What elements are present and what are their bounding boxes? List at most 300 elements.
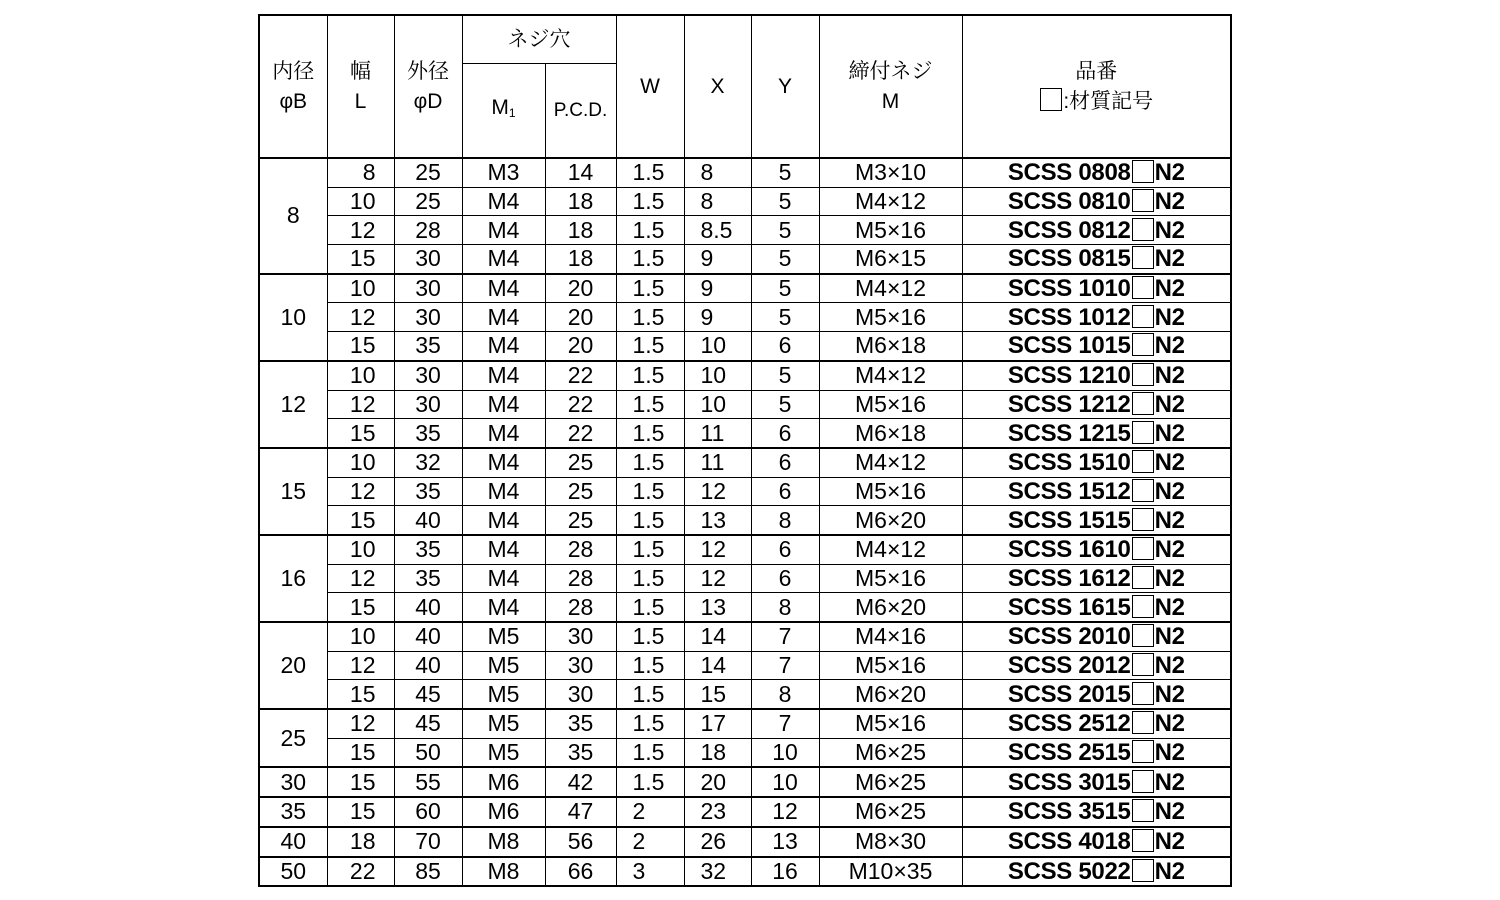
header-fastening-screw-label: 締付ネジ (848, 59, 933, 83)
part-number-base: SCSS 2010 (1007, 623, 1131, 651)
cell-width: 10 (327, 535, 394, 564)
cell-inner-diameter: 15 (259, 448, 327, 535)
material-code-box (1132, 305, 1154, 328)
cell-screw-hole-size: M5 (462, 651, 545, 680)
cell-width: 15 (327, 245, 394, 274)
cell-part-number (962, 187, 1231, 216)
cell-y: 10 (751, 738, 819, 767)
cell-part-number (962, 361, 1231, 390)
cell-screw-hole-size: M6 (462, 767, 545, 797)
material-code-box (1132, 740, 1154, 763)
cell-width: 10 (327, 187, 394, 216)
cell-fastening-screw: M5×16 (819, 709, 962, 738)
cell-fastening-screw: M5×16 (819, 303, 962, 332)
cell-x: 9 (684, 274, 751, 303)
cell-w: 1.5 (616, 448, 684, 477)
part-number-base: SCSS 1015 (1007, 332, 1131, 360)
cell-screw-hole-size: M5 (462, 738, 545, 767)
part-number-base: SCSS 2512 (1007, 710, 1131, 738)
cell-screw-hole-size: M8 (462, 827, 545, 857)
cell-width: 12 (327, 216, 394, 245)
cell-outer-diameter: 28 (394, 216, 462, 245)
cell-fastening-screw: M5×16 (819, 651, 962, 680)
cell-y: 13 (751, 827, 819, 857)
cell-width: 18 (327, 827, 394, 857)
cell-outer-diameter: 40 (394, 506, 462, 535)
table-row (259, 448, 1231, 477)
cell-y: 8 (751, 680, 819, 709)
cell-pcd: 66 (545, 857, 616, 887)
cell-width: 12 (327, 303, 394, 332)
cell-x: 20 (684, 767, 751, 797)
cell-outer-diameter: 35 (394, 332, 462, 361)
cell-y: 7 (751, 622, 819, 651)
cell-y: 12 (751, 797, 819, 827)
part-number-base: SCSS 1212 (1007, 390, 1131, 418)
cell-width: 12 (327, 477, 394, 506)
cell-width: 15 (327, 593, 394, 622)
cell-fastening-screw: M6×25 (819, 738, 962, 767)
part-number-base: SCSS 1215 (1007, 419, 1131, 447)
cell-w: 1.5 (616, 158, 684, 187)
material-code-box (1132, 829, 1154, 852)
cell-y: 5 (751, 158, 819, 187)
cell-fastening-screw: M5×16 (819, 564, 962, 593)
cell-fastening-screw: M6×18 (819, 419, 962, 448)
cell-screw-hole-size: M4 (462, 506, 545, 535)
spec-table (258, 14, 1232, 887)
cell-part-number (962, 419, 1231, 448)
part-number-base: SCSS 1510 (1007, 449, 1131, 477)
header-width-label: 幅 (350, 59, 371, 83)
cell-fastening-screw: M5×16 (819, 390, 962, 419)
part-number-base: SCSS 0808 (1007, 159, 1131, 187)
cell-screw-hole-size: M4 (462, 477, 545, 506)
table-row (259, 245, 1231, 274)
cell-fastening-screw: M6×15 (819, 245, 962, 274)
cell-outer-diameter: 45 (394, 680, 462, 709)
cell-outer-diameter: 35 (394, 535, 462, 564)
cell-x: 8 (684, 158, 751, 187)
cell-pcd: 14 (545, 158, 616, 187)
cell-inner-diameter: 30 (259, 767, 327, 797)
part-number-suffix: N2 (1154, 275, 1185, 303)
part-number-base: SCSS 1012 (1007, 303, 1131, 331)
cell-fastening-screw: M6×18 (819, 332, 962, 361)
table-row (259, 274, 1231, 303)
part-number-base: SCSS 1210 (1007, 362, 1131, 390)
cell-outer-diameter: 60 (394, 797, 462, 827)
cell-fastening-screw: M4×16 (819, 622, 962, 651)
part-number-suffix: N2 (1154, 216, 1185, 244)
cell-x: 12 (684, 535, 751, 564)
cell-fastening-screw: M3×10 (819, 158, 962, 187)
table-row (259, 827, 1231, 857)
cell-screw-hole-size: M5 (462, 709, 545, 738)
cell-inner-diameter: 40 (259, 827, 327, 857)
part-number-suffix: N2 (1154, 710, 1185, 738)
cell-w: 1.5 (616, 593, 684, 622)
material-code-box (1132, 711, 1154, 734)
part-number-base: SCSS 0815 (1007, 245, 1131, 273)
cell-pcd: 30 (545, 680, 616, 709)
material-code-box (1132, 624, 1154, 647)
material-code-box (1132, 392, 1154, 415)
cell-part-number (962, 564, 1231, 593)
cell-screw-hole-size: M5 (462, 680, 545, 709)
table-body (259, 158, 1231, 886)
cell-screw-hole-size: M3 (462, 158, 545, 187)
cell-x: 10 (684, 332, 751, 361)
cell-fastening-screw: M6×25 (819, 767, 962, 797)
part-number-suffix: N2 (1154, 857, 1185, 885)
cell-outer-diameter: 70 (394, 827, 462, 857)
cell-screw-hole-size: M4 (462, 448, 545, 477)
cell-x: 8.5 (684, 216, 751, 245)
cell-outer-diameter: 55 (394, 767, 462, 797)
cell-x: 17 (684, 709, 751, 738)
cell-outer-diameter: 50 (394, 738, 462, 767)
cell-part-number (962, 158, 1231, 187)
part-number-base: SCSS 1010 (1007, 275, 1131, 303)
cell-screw-hole-size: M4 (462, 274, 545, 303)
cell-y: 6 (751, 564, 819, 593)
cell-inner-diameter: 8 (259, 158, 327, 274)
table-row (259, 857, 1231, 887)
header-m1 (462, 64, 545, 159)
cell-width: 15 (327, 332, 394, 361)
material-code-box (1132, 421, 1154, 444)
cell-fastening-screw: M6×20 (819, 593, 962, 622)
cell-pcd: 18 (545, 216, 616, 245)
cell-x: 8 (684, 187, 751, 216)
part-number-base: SCSS 1615 (1007, 593, 1131, 621)
cell-pcd: 28 (545, 535, 616, 564)
header-x: X (684, 15, 751, 158)
cell-w: 1.5 (616, 651, 684, 680)
cell-outer-diameter: 30 (394, 274, 462, 303)
cell-inner-diameter: 35 (259, 797, 327, 827)
cell-pcd: 20 (545, 332, 616, 361)
cell-width: 12 (327, 390, 394, 419)
cell-part-number (962, 274, 1231, 303)
header-pcd: P.C.D. (545, 64, 616, 159)
header-part-number-label: 品番 (1075, 59, 1118, 83)
cell-w: 1.5 (616, 390, 684, 419)
part-number-suffix: N2 (1154, 506, 1185, 534)
cell-x: 13 (684, 506, 751, 535)
cell-screw-hole-size: M4 (462, 245, 545, 274)
cell-screw-hole-size: M4 (462, 303, 545, 332)
cell-part-number (962, 303, 1231, 332)
cell-part-number (962, 390, 1231, 419)
cell-fastening-screw: M4×12 (819, 448, 962, 477)
cell-screw-hole-size: M4 (462, 419, 545, 448)
table-row (259, 477, 1231, 506)
cell-x: 18 (684, 738, 751, 767)
cell-y: 6 (751, 419, 819, 448)
material-code-box (1132, 160, 1154, 183)
cell-fastening-screw: M6×20 (819, 680, 962, 709)
header-part-number (962, 15, 1231, 158)
cell-w: 1.5 (616, 738, 684, 767)
part-number-suffix: N2 (1154, 419, 1185, 447)
cell-outer-diameter: 85 (394, 857, 462, 887)
part-number-base: SCSS 5022 (1007, 857, 1131, 885)
cell-inner-diameter: 16 (259, 535, 327, 622)
cell-y: 5 (751, 216, 819, 245)
cell-x: 23 (684, 797, 751, 827)
cell-outer-diameter: 35 (394, 564, 462, 593)
table-row (259, 593, 1231, 622)
table-row (259, 361, 1231, 390)
cell-width: 15 (327, 680, 394, 709)
header-fastening-screw-symbol: M (881, 89, 900, 113)
cell-w: 2 (616, 827, 684, 857)
cell-part-number (962, 827, 1231, 857)
cell-width: 15 (327, 767, 394, 797)
cell-y: 6 (751, 477, 819, 506)
part-number-suffix: N2 (1154, 362, 1185, 390)
cell-part-number (962, 535, 1231, 564)
cell-y: 10 (751, 767, 819, 797)
cell-y: 5 (751, 361, 819, 390)
part-number-suffix: N2 (1154, 564, 1185, 592)
cell-screw-hole-size: M6 (462, 797, 545, 827)
part-number-suffix: N2 (1154, 159, 1185, 187)
cell-fastening-screw: M5×16 (819, 477, 962, 506)
cell-width: 12 (327, 651, 394, 680)
part-number-base: SCSS 1610 (1007, 536, 1131, 564)
cell-part-number (962, 680, 1231, 709)
material-code-box (1132, 246, 1154, 269)
header-screw-hole: ネジ穴 (462, 15, 616, 64)
part-number-base: SCSS 1512 (1007, 477, 1131, 505)
cell-fastening-screw: M4×12 (819, 274, 962, 303)
cell-y: 8 (751, 506, 819, 535)
cell-width: 10 (327, 622, 394, 651)
cell-y: 6 (751, 332, 819, 361)
cell-y: 16 (751, 857, 819, 887)
cell-pcd: 18 (545, 245, 616, 274)
cell-part-number (962, 651, 1231, 680)
material-code-box (1132, 595, 1154, 618)
material-code-box (1132, 276, 1154, 299)
cell-outer-diameter: 30 (394, 303, 462, 332)
part-number-base: SCSS 2015 (1007, 680, 1131, 708)
material-code-box (1132, 770, 1154, 793)
header-width-symbol: L (354, 89, 367, 113)
part-number-base: SCSS 3515 (1007, 798, 1131, 826)
part-number-suffix: N2 (1154, 390, 1185, 418)
cell-outer-diameter: 30 (394, 245, 462, 274)
cell-w: 1.5 (616, 245, 684, 274)
cell-x: 9 (684, 303, 751, 332)
part-number-suffix: N2 (1154, 449, 1185, 477)
cell-part-number (962, 216, 1231, 245)
part-number-suffix: N2 (1154, 188, 1185, 216)
cell-width: 10 (327, 274, 394, 303)
header-outer-diameter-label: 外径 (407, 59, 449, 83)
cell-width: 15 (327, 738, 394, 767)
cell-x: 13 (684, 593, 751, 622)
cell-x: 26 (684, 827, 751, 857)
cell-width: 22 (327, 857, 394, 887)
header-inner-diameter (259, 15, 327, 158)
header-fastening-screw (819, 15, 962, 158)
cell-x: 10 (684, 390, 751, 419)
cell-fastening-screw: M5×16 (819, 216, 962, 245)
table-row (259, 651, 1231, 680)
cell-pcd: 30 (545, 622, 616, 651)
cell-pcd: 25 (545, 477, 616, 506)
header-w: W (616, 15, 684, 158)
cell-w: 1.5 (616, 767, 684, 797)
cell-inner-diameter: 50 (259, 857, 327, 887)
cell-screw-hole-size: M4 (462, 361, 545, 390)
table-row (259, 158, 1231, 187)
cell-pcd: 22 (545, 390, 616, 419)
cell-fastening-screw: M8×30 (819, 827, 962, 857)
cell-part-number (962, 797, 1231, 827)
cell-screw-hole-size: M4 (462, 535, 545, 564)
cell-y: 5 (751, 303, 819, 332)
table-row (259, 303, 1231, 332)
cell-outer-diameter: 25 (394, 187, 462, 216)
cell-x: 32 (684, 857, 751, 887)
material-code-box (1132, 799, 1154, 822)
header-y: Y (751, 15, 819, 158)
cell-inner-diameter: 20 (259, 622, 327, 709)
cell-outer-diameter: 32 (394, 448, 462, 477)
part-number-base: SCSS 2515 (1007, 739, 1131, 767)
material-code-box (1132, 479, 1154, 502)
cell-fastening-screw: M6×20 (819, 506, 962, 535)
cell-outer-diameter: 40 (394, 622, 462, 651)
cell-screw-hole-size: M8 (462, 857, 545, 887)
part-number-base: SCSS 2012 (1007, 652, 1131, 680)
cell-screw-hole-size: M4 (462, 187, 545, 216)
cell-y: 5 (751, 390, 819, 419)
material-code-box (1132, 363, 1154, 386)
cell-part-number (962, 593, 1231, 622)
cell-width: 15 (327, 419, 394, 448)
cell-w: 1.5 (616, 274, 684, 303)
cell-part-number (962, 448, 1231, 477)
part-number-base: SCSS 3015 (1007, 768, 1131, 796)
header-material-code (963, 87, 1231, 117)
cell-x: 12 (684, 564, 751, 593)
cell-w: 1.5 (616, 709, 684, 738)
cell-part-number (962, 245, 1231, 274)
cell-pcd: 18 (545, 187, 616, 216)
table-row (259, 797, 1231, 827)
cell-pcd: 30 (545, 651, 616, 680)
cell-w: 1.5 (616, 477, 684, 506)
part-number-base: SCSS 1612 (1007, 564, 1131, 592)
table-row (259, 390, 1231, 419)
cell-w: 1.5 (616, 303, 684, 332)
cell-pcd: 25 (545, 506, 616, 535)
cell-w: 2 (616, 797, 684, 827)
cell-inner-diameter: 25 (259, 709, 327, 767)
header-inner-diameter-symbol: φB (279, 89, 308, 113)
table-row (259, 767, 1231, 797)
material-code-box (1040, 88, 1062, 111)
cell-inner-diameter: 10 (259, 274, 327, 361)
cell-width: 12 (327, 709, 394, 738)
part-number-base: SCSS 1515 (1007, 506, 1131, 534)
cell-w: 1.5 (616, 564, 684, 593)
cell-pcd: 47 (545, 797, 616, 827)
cell-part-number (962, 332, 1231, 361)
cell-fastening-screw: M6×25 (819, 797, 962, 827)
cell-w: 1.5 (616, 332, 684, 361)
table-row (259, 187, 1231, 216)
cell-y: 6 (751, 448, 819, 477)
part-number-base: SCSS 0812 (1007, 216, 1131, 244)
part-number-suffix: N2 (1154, 768, 1185, 796)
cell-w: 1.5 (616, 361, 684, 390)
cell-pcd: 56 (545, 827, 616, 857)
table-header (259, 15, 1231, 158)
cell-pcd: 22 (545, 419, 616, 448)
material-code-box (1132, 682, 1154, 705)
cell-w: 3 (616, 857, 684, 887)
header-m1-subscript: 1 (508, 106, 516, 120)
table-row (259, 419, 1231, 448)
cell-width: 10 (327, 448, 394, 477)
part-number-suffix: N2 (1154, 303, 1185, 331)
header-width (327, 15, 394, 158)
header-m1-main: M (491, 96, 509, 119)
cell-pcd: 28 (545, 564, 616, 593)
cell-pcd: 35 (545, 738, 616, 767)
cell-width: 15 (327, 506, 394, 535)
cell-fastening-screw: M4×12 (819, 361, 962, 390)
part-number-base: SCSS 0810 (1007, 188, 1131, 216)
table-row (259, 506, 1231, 535)
cell-x: 10 (684, 361, 751, 390)
cell-pcd: 20 (545, 274, 616, 303)
cell-w: 1.5 (616, 187, 684, 216)
cell-part-number (962, 506, 1231, 535)
cell-part-number (962, 857, 1231, 887)
part-number-suffix: N2 (1154, 828, 1185, 856)
cell-w: 1.5 (616, 506, 684, 535)
cell-x: 14 (684, 651, 751, 680)
cell-pcd: 28 (545, 593, 616, 622)
cell-width: 10 (327, 361, 394, 390)
cell-screw-hole-size: M4 (462, 216, 545, 245)
cell-part-number (962, 738, 1231, 767)
cell-pcd: 42 (545, 767, 616, 797)
cell-outer-diameter: 40 (394, 593, 462, 622)
cell-screw-hole-size: M4 (462, 332, 545, 361)
cell-w: 1.5 (616, 680, 684, 709)
part-number-base: SCSS 4018 (1007, 828, 1131, 856)
cell-outer-diameter: 30 (394, 361, 462, 390)
cell-w: 1.5 (616, 216, 684, 245)
table-row (259, 332, 1231, 361)
material-code-box (1132, 450, 1154, 473)
cell-part-number (962, 622, 1231, 651)
part-number-suffix: N2 (1154, 680, 1185, 708)
cell-y: 8 (751, 593, 819, 622)
cell-pcd: 22 (545, 361, 616, 390)
part-number-suffix: N2 (1154, 652, 1185, 680)
cell-width: 15 (327, 797, 394, 827)
